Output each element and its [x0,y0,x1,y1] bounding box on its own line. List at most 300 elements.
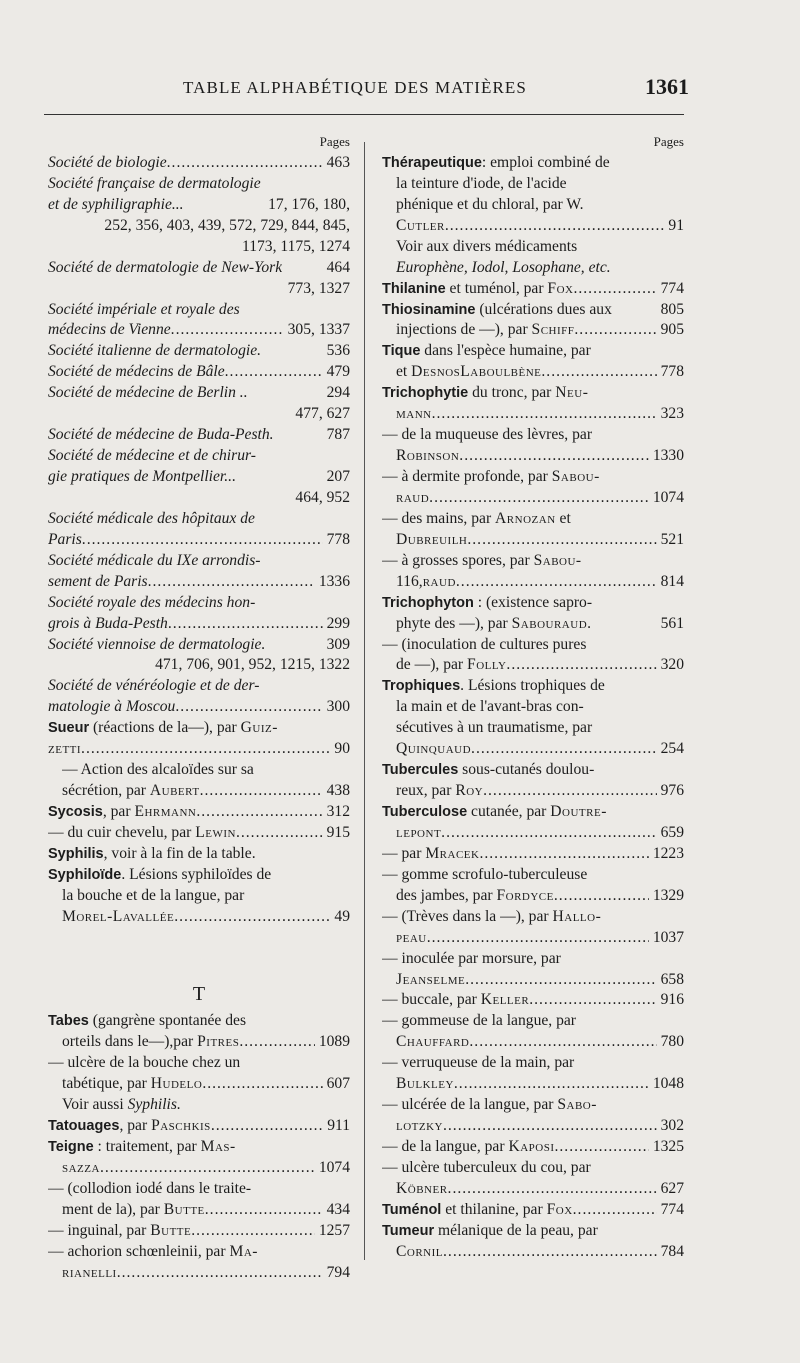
author-name: Butte [150,1221,192,1239]
page-reference: 658 [660,970,684,988]
dot-leader [211,1116,323,1137]
entry-text [48,258,282,279]
index-entry-line [382,802,684,823]
entry-text [48,635,265,656]
index-entry-line [382,635,684,656]
index-entry-line [382,1053,684,1074]
entry-text [396,258,684,279]
dot-leader [479,844,648,865]
entry-phrase: et thilanine, par [441,1200,547,1218]
index-entry-line [48,1221,350,1242]
entry-text [396,614,592,635]
author-name: Ma- [229,1242,258,1260]
page-reference: 976 [660,782,684,800]
section-letter: T [192,982,206,1005]
author-name: Jeanselme [396,970,466,988]
entry-text [396,970,465,991]
page-reference: 561 [660,614,684,632]
index-entry-line [48,907,350,928]
index-entry-line [382,320,684,341]
dot-leader [441,823,656,844]
page-reference: 305, 1337 [287,321,350,339]
entry-text [382,153,684,174]
index-entry-line [48,635,350,656]
index-entry-line [382,1116,684,1137]
index-entry-line [382,697,684,718]
entry-text [48,174,350,195]
entry-phrase: Société de dermatologie de New-York [48,258,283,276]
entry-text [48,676,350,697]
entry-phrase: du tronc, par [468,384,556,402]
index-entry-line [382,1011,684,1032]
page-reference: 780 [660,1033,684,1051]
entry-phrase: Société de vénéréologie et de der- [48,677,260,695]
index-entry-line [48,1095,350,1116]
index-column-right [382,132,684,1263]
entry-text [382,949,684,970]
entry-reference: Syphilis. [127,1096,181,1114]
entry-phrase: — inguinal, par [48,1221,151,1239]
entry-phrase: Société française de dermatologie [48,174,261,192]
entry-text [382,760,684,781]
page-reference: 778 [660,363,684,381]
page-reference: 659 [660,823,684,841]
entry-text [295,404,350,425]
index-entry-line [48,216,350,237]
entry-text [396,195,684,216]
entry-text [382,907,684,928]
page-reference: 294 [326,384,350,402]
entry-text [382,300,612,321]
entry-phrase: Voir aussi [62,1096,128,1114]
author-name: Fordyce [496,886,554,904]
entry-keyword: Teigne [48,1139,94,1156]
entry-text [382,635,684,656]
entry-text [382,593,684,614]
entry-phrase: sécrétion, par [62,782,150,800]
author-name: Arnozan [495,509,556,527]
page-reference: 778 [326,530,350,548]
entry-text [62,1074,202,1095]
index-entry-line [382,300,684,321]
index-entry-line [382,823,684,844]
entry-text [382,1200,573,1221]
page-reference: 1223 [652,844,684,862]
entry-keyword: Sycosis [48,804,103,820]
index-entry-line [48,425,350,446]
entry-keyword: Syphilis [48,845,104,862]
index-entry-line [382,530,684,551]
index-entry-line [48,697,350,718]
entry-text [295,488,350,509]
entry-text [48,739,81,760]
dot-leader [554,886,649,907]
author-name: peau [396,928,427,946]
entry-text [62,1095,350,1116]
entry-text [396,718,684,739]
index-entry-line [48,383,350,404]
entry-phrase: sous-cutanés doulou- [458,761,595,779]
page-reference: 434 [326,1200,350,1218]
entry-keyword: Sueur [48,720,90,737]
page-reference: 479 [326,363,350,381]
entry-phrase: Société italienne de dermatologie. [48,342,262,360]
author-name: rianelli [62,1263,117,1281]
entry-phrase: — (collodion iodé dans le traite- [48,1179,252,1197]
author-name: Cutler [396,216,445,234]
author-name: Bulkley [396,1075,454,1093]
author-name: Lewin [195,823,236,841]
entry-text [396,572,456,593]
entry-phrase: Société viennoise de dermatologie. [48,635,266,653]
index-entry-line [382,886,684,907]
entry-text [48,614,168,635]
author-name: Desnos [411,363,461,381]
index-entry-line [48,320,350,341]
author-name: Quinquaud [396,740,472,758]
entry-text [396,488,429,509]
entry-phrase: (ulcérations dues aux [475,300,612,318]
entry-phrase: grois à Buda-Pesth [48,614,168,632]
dot-leader [471,739,657,760]
dot-leader [432,404,657,425]
dot-leader [443,1242,657,1263]
index-entry-line [382,1221,684,1242]
entry-text [48,300,350,321]
entry-keyword: Syphiloïde [48,866,122,883]
author-name: Cornil [396,1242,444,1260]
entry-keyword: Tuberculose [382,804,468,820]
dot-leader [465,970,656,991]
index-entry-line [382,865,684,886]
entry-text [382,1221,684,1242]
dot-leader [191,1221,315,1242]
entry-text [62,1158,100,1179]
entry-text [382,1053,684,1074]
entry-phrase: reux, par [396,782,456,800]
index-entry-line [48,886,350,907]
page-reference: 1048 [652,1075,684,1093]
entry-phrase: — gommeuse de la langue, par [382,1012,576,1030]
entry-phrase: et [396,363,412,381]
entry-text [396,739,471,760]
entry-text [396,362,541,383]
page-reference: 1336 [318,572,350,590]
page-reference: 463 [326,153,350,171]
index-entry-line [382,949,684,970]
entry-phrase: cutanée, par [467,803,551,820]
author-name: Guiz- [240,719,278,737]
author-name: Köbner [396,1179,448,1197]
entry-text [382,551,684,572]
dot-leader [196,802,322,823]
author-name: Robinson [396,447,460,465]
entry-text [382,279,573,300]
entry-text [48,844,350,865]
dot-leader [148,572,315,593]
dot-leader [171,320,284,341]
dot-leader [467,530,656,551]
author-name: zetti [48,740,82,758]
dot-leader [239,1032,314,1053]
entry-text [382,1158,684,1179]
index-entry-line [382,404,684,425]
page-reference: 300 [326,698,350,716]
index-entry-line [48,865,350,886]
entry-text [48,1221,191,1242]
index-entry-line [48,614,350,635]
index-entry-line [48,258,350,279]
entry-phrase: — buccale, par [382,991,481,1009]
entry-text [396,174,684,195]
index-entry-line [48,195,350,216]
index-entry-line [382,341,684,362]
page-reference: 774 [660,279,684,297]
page-reference: 1257 [318,1221,350,1239]
entry-text [382,509,684,530]
dot-leader [506,655,656,676]
author-name: lepont [396,823,442,841]
entry-phrase: Société médicale du IXe arrondis- [48,551,261,569]
index-entry-line [382,1137,684,1158]
entry-text [396,1242,443,1263]
index-entry-line [48,802,350,823]
entry-phrase: : (existence sapro- [473,593,593,611]
entry-text [62,1200,205,1221]
index-entry-line [48,1053,350,1074]
page-reference: 911 [327,1117,350,1135]
page-header [0,76,800,104]
entry-phrase: Société de biologie [48,153,167,171]
entry-text [396,1116,443,1137]
index-entry-line [48,1242,350,1263]
index-entry-line [48,593,350,614]
index-entry-line [382,509,684,530]
entry-text [382,990,529,1011]
page-reference: 1330 [652,447,684,465]
page-reference: 814 [660,572,684,590]
index-entry-line [382,446,684,467]
index-entry-line [382,781,684,802]
author-name: raud [396,488,430,506]
entry-phrase: — ulcère tuberculeux du cou, par [382,1158,591,1176]
author-name: Sabouraud. [511,614,592,632]
entry-text [396,1179,448,1200]
entry-text [48,551,350,572]
entry-phrase: 1173, 1175, 1274 [242,237,350,255]
index-entry-line [48,446,350,467]
index-entry-line [382,907,684,928]
author-name: Schiff [531,321,575,339]
entry-phrase: , voir à la fin de la table. [103,844,256,862]
entry-text [382,1095,684,1116]
entry-phrase: et tuménol, par [445,279,548,297]
entry-phrase: et [555,509,571,527]
index-entry-line [48,1137,350,1158]
page-reference: 521 [660,530,684,548]
entry-text [396,320,574,341]
dot-leader [174,907,330,928]
entry-phrase: mélanique de la peau, par [434,1221,598,1239]
entry-text [396,216,445,237]
entry-text [48,425,274,446]
page-reference: 312 [326,803,350,820]
entry-phrase: , par [102,803,135,820]
entry-phrase: Société de médecine de Berlin .. [48,384,248,402]
dot-leader [541,362,656,383]
index-entry-line [48,488,350,509]
dot-leader [529,990,656,1011]
running-title: TABLE ALPHABÉTIQUE DES MATIÈRES [183,78,527,97]
entry-phrase: — à grosses spores, par [382,551,534,569]
dot-leader [427,928,649,949]
index-entry-line [48,300,350,321]
entry-text [382,425,684,446]
entry-text [48,865,350,886]
entry-keyword: Tabes [48,1013,89,1030]
page-reference: 207 [326,468,350,485]
index-entry-line [382,760,684,781]
index-entry-line [382,1095,684,1116]
index-entry-line [48,530,350,551]
entry-text [48,320,171,341]
entry-text [242,237,350,258]
page-reference: 90 [334,740,350,758]
dot-leader [429,488,649,509]
entry-phrase: Paris [48,530,82,548]
entry-keyword: Tuménol [382,1201,442,1218]
entry-phrase: — à dermite profonde, par [382,468,552,485]
dot-leader [200,781,323,802]
author-name: Folly [467,656,507,674]
entry-text [48,823,236,844]
index-entry-line [382,216,684,237]
author-name: Aubert [149,782,200,800]
index-entry-line [48,572,350,593]
author-name: Sabou- [551,468,600,485]
index-entry-line [382,153,684,174]
entry-phrase: — Action des alcaloïdes sur sa [62,761,254,779]
index-entry-line [48,1032,350,1053]
entry-phrase: — (inoculation de cultures pures [382,635,587,653]
index-entry-line [382,1158,684,1179]
entry-phrase: — (Trèves dans la —), par [382,907,553,925]
entry-text [48,1011,350,1032]
entry-phrase: — achorion schœnleinii, par [48,1242,230,1260]
index-entry-line [48,760,350,781]
entry-text [382,341,684,362]
index-entry-line [382,237,684,258]
page-reference: 607 [326,1075,350,1093]
entry-keyword: Trichophytie [382,385,469,402]
index-entry-line [382,279,684,300]
dot-leader [117,1263,323,1284]
entry-text [62,886,350,907]
page-reference: 320 [660,656,684,674]
entry-text [382,383,684,404]
dot-leader [205,1200,323,1221]
entry-phrase: tabétique, par [62,1075,151,1093]
entry-text [48,697,175,718]
dot-leader [456,572,657,593]
author-name: Paschkis [151,1117,211,1135]
entry-text [396,1074,454,1095]
index-entry-line [48,823,350,844]
pages-label: Pages [319,134,350,149]
entry-text [48,446,350,467]
entry-text [396,697,684,718]
index-entry-line [48,781,350,802]
entry-text [62,1032,239,1053]
entry-phrase: — gomme scrofulo-tuberculeuse [382,865,588,883]
author-name: Sabo- [557,1096,597,1114]
entry-phrase: et de syphiligraphie... [48,195,184,213]
entry-text [48,383,248,404]
index-entry-line [48,1116,350,1137]
index-entry-line [48,279,350,300]
page-reference: 1325 [652,1138,684,1155]
entry-text [396,446,459,467]
author-name: Dubreuilh [396,530,468,548]
entry-text [396,655,506,676]
dot-leader [459,446,649,467]
page-reference: 915 [326,823,350,841]
entry-text [155,655,350,676]
index-entry-line [382,258,684,279]
index-entry-line [382,593,684,614]
entry-phrase: — des mains, par [382,509,496,527]
entry-phrase: 773, 1327 [287,279,350,297]
page-reference: 1089 [318,1033,350,1051]
page-reference: 299 [326,614,350,632]
author-name: Butte [163,1200,205,1218]
entry-phrase: — verruqueuse de la main, par [382,1054,575,1072]
entry-phrase: (réactions de la—), par [89,719,241,737]
page-reference: 17, 176, 180, [268,195,350,213]
entry-phrase: sement de Paris [48,572,148,590]
entry-phrase: , par [119,1117,152,1135]
entry-text [104,216,350,237]
entry-reference: Europhène, Iodol, Losophane, etc. [396,258,611,276]
author-name: lotzky [396,1117,443,1135]
entry-phrase: 477, 627 [295,405,350,423]
index-entry-line [48,341,350,362]
page-reference: 787 [326,426,350,444]
entry-phrase: . Lésions trophiques de [460,677,605,695]
page-reference: 774 [660,1200,684,1218]
index-entry-line [382,425,684,446]
index-entry-line [48,174,350,195]
entry-phrase: (gangrène spontanée des [88,1012,247,1030]
index-entry-line [382,572,684,593]
index-entry-line [382,844,684,865]
index-entry-line [48,237,350,258]
page-reference: 302 [660,1117,684,1135]
column-divider [364,142,365,1260]
entry-keyword: Tubercules [382,762,459,779]
entry-phrase: — de la langue, par [382,1138,509,1155]
dot-leader [573,1200,657,1221]
index-entry-line [382,383,684,404]
entry-text [288,279,350,300]
index-entry-line [382,195,684,216]
entry-phrase: la bouche et de la langue, par [62,886,245,904]
author-name: Mracek [425,844,480,862]
entry-phrase: : emploi combiné de [481,153,610,171]
index-entry-line [48,1263,350,1284]
entry-phrase: Société de médecine de Buda-Pesth. [48,426,274,444]
index-entry-line [48,1179,350,1200]
